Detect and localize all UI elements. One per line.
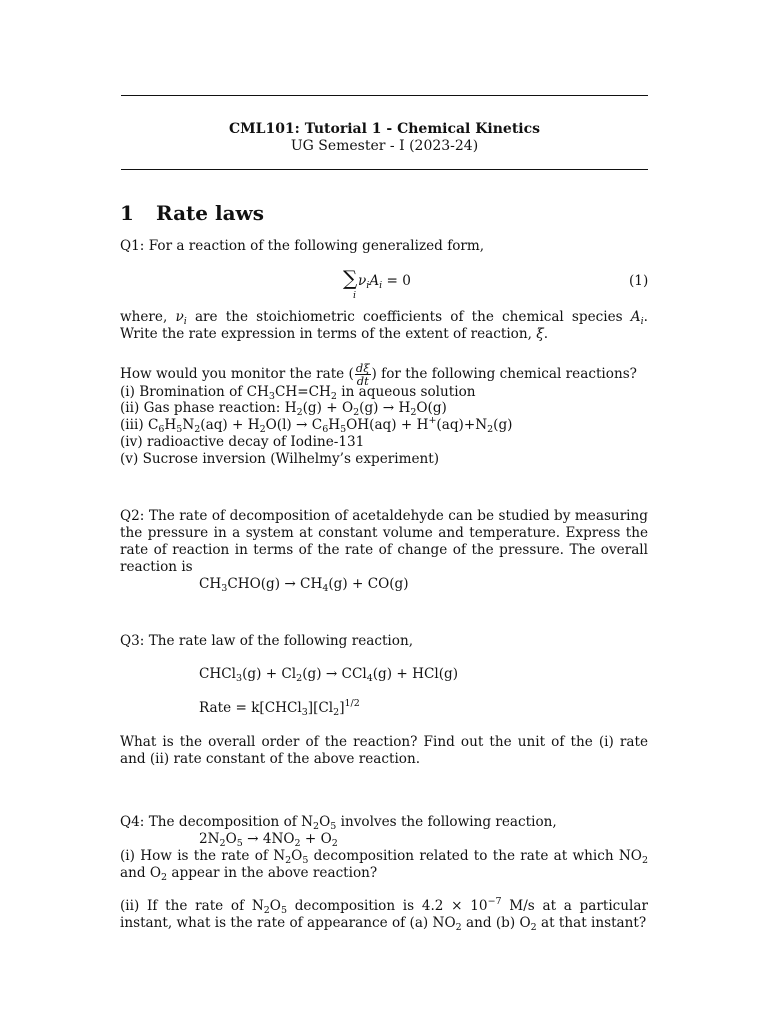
summation-symbol: ∑ xyxy=(343,266,358,290)
q1-item-v: (v) Sucrose inversion (Wilhelmy’s experiment) xyxy=(120,451,440,467)
q1-monitor-question: How would you monitor the rate ( $\frac{d\xi}{dt}$ ) for the following chemical reactions? xyxy=(120,361,637,388)
q4-part-i: (i) How is the rate of $N_2O_5$ decomposition related to the rate at which $NO_2$ and $O_2$ appear in the above reaction? xyxy=(120,848,648,883)
equation-number: (1) xyxy=(629,273,649,289)
q1-item-i: (i) Bromination of $CH_3CH=CH_2$ in aqueous solution xyxy=(120,384,476,402)
document-subtitle: UG Semester - I (2023-24) xyxy=(290,138,479,154)
section-heading xyxy=(120,200,264,226)
q4-intro: Q4: The decomposition of $N_2O_5$ involves the following reaction, xyxy=(120,814,557,832)
q1-item-iii: (iii) $C_6H_5N_2(aq) + H_2O(l) \to C_6H_5OH(aq) + H^+(aq)+N_2(g)$ xyxy=(120,415,513,435)
top-rule xyxy=(121,95,648,96)
document-page: CML101: Tutorial 1 - Chemical Kinetics UG Semester - I (2023-24) 1 Rate laws Q1: For a reaction of the following generalized form, ∑ i $\nu_iA_i = 0$ (1) where, $\nu_i$ are the stoichiometric coefficients of the chemical species $A_i$. Write the rate expression in terms of the extent of reaction, ξ. How would you monitor the rate ( $\frac{d\xi}{dt}$ ) for the following chemical reactions? (i) Bromination of $CH_3CH=CH_2$ in aqueous solution (ii) Gas phase reaction: $H_2(g) + O_2(g) \to H_2O(g)$ (iii) $C_6H_5N_2(aq) + H_2O(l) \to C_6H_5OH(aq) + H^+(aq)+N_2(g)$ (iv) radioactive decay of Iodine-131 (v) Sucrose inversion (Wilhelmy’s experiment) Q2: The rate of decomposition of acetaldehyde can be studied by measuring the pressure in a system at constant volume and temperature. Express the rate of reaction in terms of the rate of change of the pressure. The overall reaction is $CH_3CHO(g) \to CH_4(g) + CO(g)$ Q3: The rate law of the following reaction, CHCl$_3$(g) + $Cl_2(g) \to CCl_4(g) + HCl(g)$ Rate = $k[CHCl_3][Cl_2]^{1/2}$ What is the overall order of the reaction? Find out the unit of the (i) rate and (ii) rate constant of the above reaction. Q4: The decomposition of $N_2O_5$ involves the following reaction, $2N_2O_5 \to 4NO_2 + O_2$ (i) How is the rate of $N_2O_5$ decomposition related to the rate at which $NO_2$ and $O_2$ appear in the above reaction? (ii) If the rate of $N_2O_5$ decomposition is $4.2 \times 10^{-7}$ M/s at a particular instant, what is the rate of appearance of (a) $NO_2$ and (b) $O_2$ at that instant? xyxy=(0,0,768,1024)
q2-paragraph: Q2: The rate of decomposition of acetaldehyde can be studied by measuring the pressure in a system at constant volume and temperature. Express the rate of reaction in terms of the rate of change of the pressure. The overall reaction is xyxy=(120,508,648,575)
q4-part-ii: (ii) If the rate of $N_2O_5$ decomposition is $4.2 \times 10^{-7}$ M/s at a particular instant, what is the rate of appearance of (a) $NO_2$ and (b) $O_2$ at that instant? xyxy=(120,896,648,933)
q3-equation: CHCl$_3$(g) + $Cl_2(g) \to CCl_4(g) + HCl(g)$ xyxy=(199,666,459,684)
section-number: 1 xyxy=(120,201,134,225)
q1-where-paragraph: where, $\nu_i$ are the stoichiometric coefficients of the chemical species $A_i$. Write the rate expression in terms of the extent of reaction, ξ. xyxy=(120,309,648,342)
q3-question: What is the overall order of the reaction? Find out the unit of the (i) rate and (ii) rate constant of the above reaction. xyxy=(120,734,648,767)
section-title: Rate laws xyxy=(156,201,264,225)
q1-intro: Q1: For a reaction of the following generalized form, xyxy=(120,238,485,254)
q3-rate-law: Rate = $k[CHCl_3][Cl_2]^{1/2}$ xyxy=(199,698,360,718)
header-bottom-rule xyxy=(121,169,648,170)
summation-index: i xyxy=(353,290,357,301)
q3-intro: Q3: The rate law of the following reaction, xyxy=(120,633,414,649)
q1-item-iv: (iv) radioactive decay of Iodine-131 xyxy=(120,434,365,450)
rate-fraction: $\frac{d\xi}{dt}$ xyxy=(355,361,370,388)
document-title: CML101: Tutorial 1 - Chemical Kinetics xyxy=(228,121,541,137)
q2-equation: $CH_3CHO(g) \to CH_4(g) + CO(g)$ xyxy=(199,576,409,594)
q1-item-ii: (ii) Gas phase reaction: $H_2(g) + O_2(g) \to H_2O(g)$ xyxy=(120,400,447,418)
q4-equation: $2N_2O_5 \to 4NO_2 + O_2$ xyxy=(199,831,338,849)
